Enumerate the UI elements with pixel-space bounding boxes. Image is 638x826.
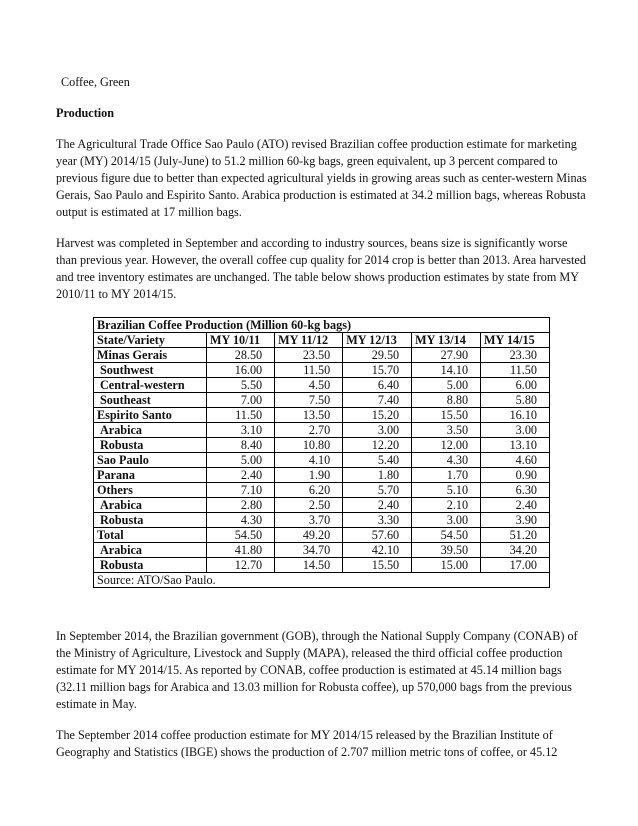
table-row <box>94 468 550 483</box>
table-cell: 3.50 <box>412 423 481 438</box>
table-cell: 5.00 <box>412 378 481 393</box>
table-row <box>94 483 550 498</box>
column-header: MY 14/15 <box>481 333 550 348</box>
table-cell: 34.70 <box>275 543 343 558</box>
row-label: Minas Gerais <box>94 348 207 363</box>
table-cell: 1.70 <box>412 468 481 483</box>
table-cell: 14.50 <box>275 558 343 573</box>
table-cell: 2.40 <box>343 498 412 513</box>
table-row <box>94 363 550 378</box>
table-cell: 3.30 <box>343 513 412 528</box>
table-cell: 49.20 <box>275 528 343 543</box>
table-body <box>94 348 550 573</box>
document-subject: Coffee, Green <box>61 75 130 89</box>
column-header: MY 12/13 <box>343 333 412 348</box>
table-cell: 3.00 <box>412 513 481 528</box>
table-cell: 5.70 <box>343 483 412 498</box>
table-cell: 3.10 <box>207 423 275 438</box>
paragraph-4: The September 2014 coffee production estimate for MY 2014/15 released by the Brazilian Institute of Geography and Statistics (IBGE) shows the production of 2.707 million metric tons of coffee, or 45.12 <box>56 728 558 759</box>
table-cell: 4.60 <box>481 453 550 468</box>
paragraph-3: In September 2014, the Brazilian government (GOB), through the National Supply Company (CONAB) of the Ministry of Agriculture, Livestock and Supply (MAPA), released the third official coffee production estimate for MY 2014/15. As reported by CONAB, coffee production is estimated at 45.14 million bags (32.11 million bags for Arabica and 13.03 million for Robusta coffee), up 570,000 bags from the previous estimate in May. <box>56 629 578 711</box>
table-cell: 11.50 <box>275 363 343 378</box>
table-row <box>94 423 550 438</box>
row-label: Arabica <box>94 423 207 438</box>
row-label: Southeast <box>94 393 207 408</box>
table-cell: 34.20 <box>481 543 550 558</box>
table-cell: 15.50 <box>343 558 412 573</box>
column-header: MY 10/11 <box>207 333 275 348</box>
table-cell: 7.10 <box>207 483 275 498</box>
table-cell: 4.10 <box>275 453 343 468</box>
table-cell: 42.10 <box>343 543 412 558</box>
column-header: MY 13/14 <box>412 333 481 348</box>
table-cell: 3.90 <box>481 513 550 528</box>
section-heading: Production <box>56 106 115 120</box>
table-cell: 16.10 <box>481 408 550 423</box>
table-cell: 13.10 <box>481 438 550 453</box>
table-cell: 3.70 <box>275 513 343 528</box>
table-row <box>94 453 550 468</box>
table-cell: 13.50 <box>275 408 343 423</box>
table-row <box>94 543 550 558</box>
table-cell: 41.80 <box>207 543 275 558</box>
table-cell: 29.50 <box>343 348 412 363</box>
table-row <box>94 528 550 543</box>
table-cell: 8.80 <box>412 393 481 408</box>
table-cell: 23.30 <box>481 348 550 363</box>
table-cell: 23.50 <box>275 348 343 363</box>
table-cell: 2.40 <box>481 498 550 513</box>
table-cell: 15.20 <box>343 408 412 423</box>
table-cell: 51.20 <box>481 528 550 543</box>
table-row <box>94 378 550 393</box>
table-cell: 3.00 <box>343 423 412 438</box>
row-label: Robusta <box>94 438 207 453</box>
table-cell: 5.80 <box>481 393 550 408</box>
table-cell: 5.40 <box>343 453 412 468</box>
table-row <box>94 498 550 513</box>
table-cell: 2.70 <box>275 423 343 438</box>
table-row <box>94 558 550 573</box>
table-cell: 27.90 <box>412 348 481 363</box>
table-row <box>94 438 550 453</box>
row-label: Sao Paulo <box>94 453 207 468</box>
table-cell: 16.00 <box>207 363 275 378</box>
row-label: Southwest <box>94 363 207 378</box>
table-cell: 8.40 <box>207 438 275 453</box>
table-cell: 5.00 <box>207 453 275 468</box>
table-cell: 5.50 <box>207 378 275 393</box>
paragraph-1: The Agricultural Trade Office Sao Paulo (ATO) revised Brazilian coffee production estimate for marketing year (MY) 2014/15 (July-June) to 51.2 million 60-kg bags, green equivalent, up 3 percent compared to previous figure due to better than expected agricultural yields in growing areas such as center-western Minas Gerais, Sao Paulo and Espirito Santo. Arabica production is estimated at 34.2 million bags, whereas Robusta output is estimated at 17 million bags. <box>56 137 587 219</box>
table-cell: 6.20 <box>275 483 343 498</box>
table-cell: 15.70 <box>343 363 412 378</box>
row-label: Robusta <box>94 558 207 573</box>
table-cell: 54.50 <box>412 528 481 543</box>
paragraph-2: Harvest was completed in September and according to industry sources, beans size is significantly worse than previous year. However, the overall coffee cup quality for 2014 crop is better than 2013. Area harvested and tree inventory estimates are unchanged. The table below shows production estimates by state from MY 2010/11 to MY 2014/15. <box>56 236 586 301</box>
table-row <box>94 393 550 408</box>
table-cell: 10.80 <box>275 438 343 453</box>
table-cell: 6.00 <box>481 378 550 393</box>
table-cell: 3.00 <box>481 423 550 438</box>
table-cell: 0.90 <box>481 468 550 483</box>
table-cell: 11.50 <box>481 363 550 378</box>
row-label: Others <box>94 483 207 498</box>
table-header-row <box>94 333 550 348</box>
table-cell: 14.10 <box>412 363 481 378</box>
table-source: Source: ATO/Sao Paulo. <box>94 573 550 588</box>
table-cell: 12.20 <box>343 438 412 453</box>
table-cell: 57.60 <box>343 528 412 543</box>
table-cell: 12.00 <box>412 438 481 453</box>
table-cell: 4.30 <box>207 513 275 528</box>
row-label: Robusta <box>94 513 207 528</box>
table-cell: 39.50 <box>412 543 481 558</box>
row-label: Arabica <box>94 543 207 558</box>
row-label: Central-western <box>94 378 207 393</box>
table-cell: 4.30 <box>412 453 481 468</box>
table-cell: 17.00 <box>481 558 550 573</box>
row-label: Arabica <box>94 498 207 513</box>
table-cell: 28.50 <box>207 348 275 363</box>
table-cell: 7.50 <box>275 393 343 408</box>
table-cell: 6.30 <box>481 483 550 498</box>
table-cell: 1.80 <box>343 468 412 483</box>
table-cell: 5.10 <box>412 483 481 498</box>
table-cell: 7.40 <box>343 393 412 408</box>
coffee-production-table <box>93 317 550 588</box>
document-page <box>56 74 588 775</box>
table-cell: 12.70 <box>207 558 275 573</box>
table-row <box>94 513 550 528</box>
table-cell: 7.00 <box>207 393 275 408</box>
table-title: Brazilian Coffee Production (Million 60-kg bags) <box>94 318 550 333</box>
table-cell: 2.80 <box>207 498 275 513</box>
table-row <box>94 408 550 423</box>
table-cell: 15.50 <box>412 408 481 423</box>
table-cell: 2.40 <box>207 468 275 483</box>
table-cell: 15.00 <box>412 558 481 573</box>
row-label: Espirito Santo <box>94 408 207 423</box>
table-cell: 6.40 <box>343 378 412 393</box>
table-cell: 2.50 <box>275 498 343 513</box>
column-header: State/Variety <box>94 333 207 348</box>
table-cell: 4.50 <box>275 378 343 393</box>
table-row <box>94 348 550 363</box>
row-label: Parana <box>94 468 207 483</box>
column-header: MY 11/12 <box>275 333 343 348</box>
table-cell: 11.50 <box>207 408 275 423</box>
table-cell: 54.50 <box>207 528 275 543</box>
row-label: Total <box>94 528 207 543</box>
table-cell: 1.90 <box>275 468 343 483</box>
table-cell: 2.10 <box>412 498 481 513</box>
